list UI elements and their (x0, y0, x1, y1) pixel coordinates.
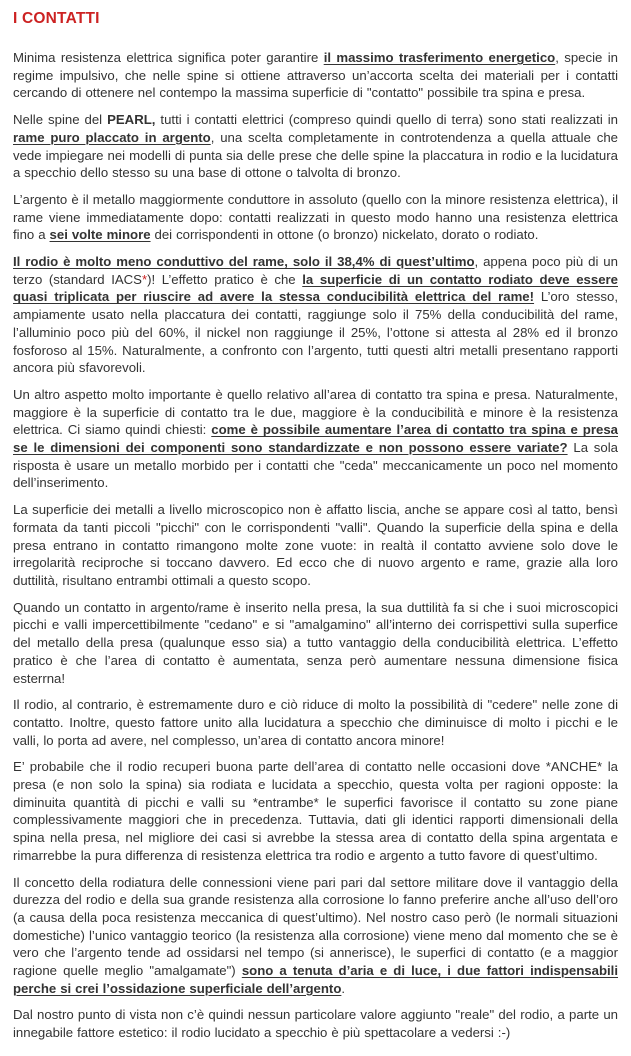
text-run: sono a tenuta d’aria e di luce, i due fattori indispensabili perche si crei l’ossidazione superficiale dell’argento (13, 963, 619, 996)
paragraph (13, 501, 618, 590)
text-run: PEARL, (107, 112, 156, 128)
text-run: dei corrispondenti in ottone (o bronzo) nickelato, dorato o rodiato. (150, 227, 539, 243)
paragraph (13, 1006, 618, 1041)
paragraph (13, 191, 618, 244)
paragraph (13, 253, 618, 377)
text-run: Minima resistenza elettrica significa poter garantire (13, 50, 324, 65)
text-run: Il concetto della rodiatura delle connessioni viene pari pari dal settore militare dove il vantaggio della durezza del rodio e della sua grande resistenza alla corrosione lo fanno preferire anche all’uso dell’oro (a causa della poca resistenza meccanica di quest’ultimo). Nel nostro caso però (le normali situazioni domestiche) l’unico vantaggio teorico (la resistenza alla corrosione) viene meno dal momento che se è vero che l’argento tende ad ossidarsi nel tempo (si annerisce), le superfici di contatto (e a maggior ragione quelle meglio "amalgamate") (13, 874, 618, 979)
paragraph (13, 49, 618, 102)
text-run: Il rodio è molto meno conduttivo del rame, solo il 38,4% di quest’ultimo (13, 254, 475, 270)
text-run: Un altro aspetto molto importante è quello relativo all’area di contatto tra spina e presa. Naturalmente, maggiore è la superficie di contatto tra le due, maggiore è la conducibilità e minore è la resistenza elettrica. Ci siamo quindi chiesti: (13, 386, 618, 438)
text-run: Quando un contatto in argento/rame è inserito nella presa, la sua duttilità fa si che i suoi microscopici picchi e valli impercettibilmente "cedano" e si "amalgamino" all’interno dei corrispettivi sulla superfice del metallo della presa (qualunque esso sia) a tutto vantaggio della conducibilità elettrica. L’effetto pratico è che l’area di contatto è aumentata, senza però aumentare nessuna dimensione fisica esterrna! (13, 599, 618, 686)
text-run: tutti i contatti elettrici (compreso quindi quello di terra) sono stati realizzati in (155, 112, 618, 128)
text-run: sei volte minore (49, 227, 151, 243)
text-run: )! L’effetto pratico è che (147, 271, 303, 287)
text-run: Dal nostro punto di vista non c’è quindi nessun particolare valore aggiunto "reale" del rodio, a parte un innegabile fattore estetico: il rodio lucidato a specchio è più spettacolare a vedersi :-) (13, 1007, 618, 1041)
document-body (13, 49, 618, 1042)
text-run: . (341, 980, 346, 996)
text-run: L’oro stesso, ampiamente usato nella placcatura dei contatti, raggiunge solo il 75% della conducibilità del rame, l’alluminio poco più del 60%, il nickel non raggiunge il 25%, l’ottone si attesta al 28% ed il bronzo fosforoso al 15%. Naturalmente, a confronto con l’argento, tutti questi altri metalli presentano rapporti ancora più sfavorevoli. (13, 289, 618, 376)
text-run: come è possibile aumentare l’area di contatto tra spina e presa se le dimensioni dei componenti sono standardizzate e non possono essere variate? (13, 422, 618, 456)
text-run: , appena poco più di un terzo (standard IACS (13, 254, 618, 287)
text-run: La sola risposta è usare un metallo morbido per i contatti che "ceda" meccanicamente un poco nel momento dell’inserimento. (13, 440, 618, 491)
footnote-asterisk: * (141, 271, 148, 287)
text-run: , specie in regime impulsivo, che nelle spine si ottiene attraverso un’accorta scelta dei materiali per i contatti cercando di ottenere nel contempo la massima superficie di "contatto" possibile tra spina e presa. (13, 50, 618, 101)
text-run: L’argento è il metallo maggiormente conduttore in assoluto (quello con la minore resistenza elettrica), il rame viene immediatamente dopo: contatti realizzati in questo modo hanno una resistenza elettrica fino a (13, 191, 618, 243)
text-run: Nelle spine del (13, 112, 108, 128)
text-run: La superficie dei metalli a livello microscopico non è affatto liscia, anche se appare così al tatto, bensì formata da tanti piccoli "picchi" con le corrispondenti "valli". Quando la superficie della spina e della presa entrano in contatto rimangono molte zone vuote: in realtà il contatto avviene solo dove le irregolarità reciproche si toccano davvero. Ed ecco che di nuovo argento e rame, grazie alla loro duttilità, risultano entrambi ottimali a questo scopo. (13, 502, 618, 588)
text-run: la superficie di un contatto rodiato deve essere quasi triplicata per riuscire ad avere la stessa conducibilità elettrica del rame! (13, 271, 618, 305)
text-run: , una scelta completamente in controtendenza a quella attuale che vede impiegare nei modelli di punta sia delle prese che delle spine la placcatura in rodio e la lucidatura a specchio dello stesso su una base di ottone o talvolta di bronzo. (13, 129, 618, 181)
text-run: il massimo trasferimento energetico (323, 50, 556, 65)
text-run: rame puro placcato in argento (13, 129, 211, 145)
paragraph (13, 599, 618, 688)
paragraph (13, 874, 618, 998)
paragraph (13, 386, 618, 492)
text-run: E’ probabile che il rodio recuperi buona parte dell’area di contatto nelle occasioni dove *ANCHE* la presa (e non solo la spina) sia rodiata e lucidata a specchio, questa volta per ragioni opposte: la diminuita quantità di picchi e valli su *entrambe* le superfici favorisce il contatto su zone piane complessivamente maggiori che in precedenza. Tuttavia, dati gli identici rapporti dimensionali della spina nella presa, nel migliore dei casi si avrebbe la stessa area di contatto della spina argentata e rimarrebbe la pura differenza di resistenza elettrica tra rodio e argento a tutto favore di quest’ultimo. (13, 759, 618, 863)
paragraph (13, 696, 618, 749)
paragraph (13, 758, 618, 864)
text-run: Il rodio, al contrario, è estremamente duro e ciò riduce di molto la possibilità di "cedere" nelle zone di contatto. Inoltre, questo fattore unito alla lucidatura a specchio che diminuisce di molto i picchi e le valli, lo porta ad avere, nel complesso, un’area di contatto ancora minore! (13, 697, 618, 748)
paragraph (13, 111, 618, 182)
page-title: I CONTATTI (13, 10, 100, 27)
